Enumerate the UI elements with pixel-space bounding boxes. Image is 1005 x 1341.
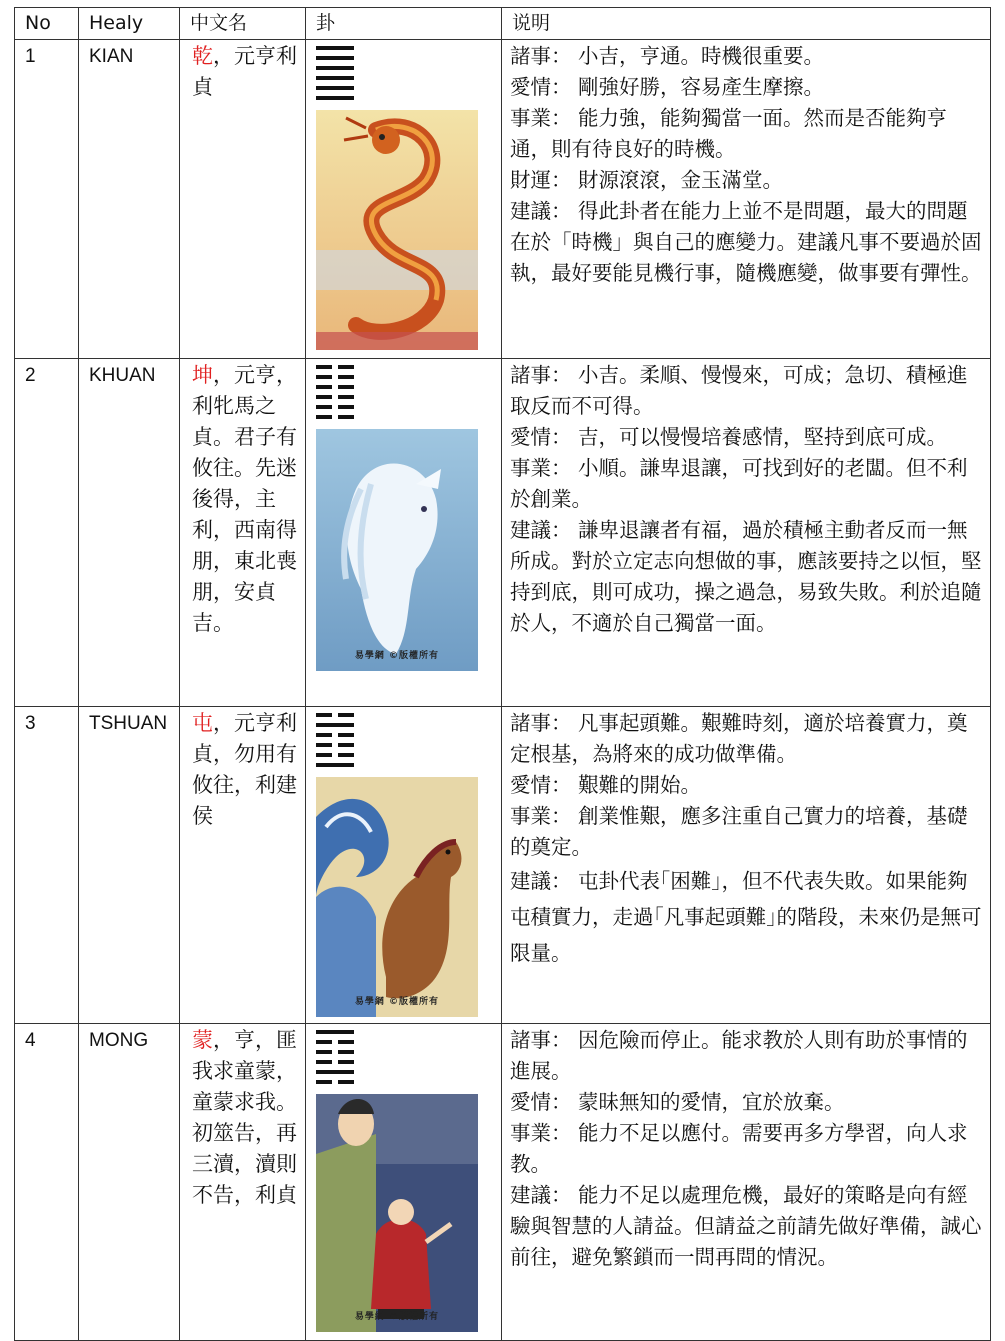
white-horse-card-image xyxy=(316,429,478,671)
description-line: 建議： 謙卑退讓者有福，過於積極主動者反而一無所成。對於立定志向想做的事，應該要持之以恒，堅持到底，則可成功，操之過急，易致失敗。利於追隨於人，不適於自己獨當一面。 xyxy=(510,518,982,635)
description-line: 愛情： 剛強好勝，容易產生摩擦。 xyxy=(510,75,825,99)
gua-cell xyxy=(306,1024,502,1341)
judgement-text: ，元亨，利牝馬之貞。君子有攸往。先迷後得，主利，西南得朋，東北喪朋，安貞吉。 xyxy=(192,363,297,635)
description-line: 事業： 能力強，能夠獨當一面。然而是否能夠亨通，則有待良好的時機。 xyxy=(510,106,948,161)
header-healy: Healy xyxy=(79,8,180,40)
yin-line xyxy=(316,375,354,379)
description-line: 建議： 屯卦代表｢困難｣，但不代表失敗。如果能夠屯積實力，走過｢凡事起頭難｣的階段，未來仍是無可限量。 xyxy=(510,869,982,965)
yin-line xyxy=(316,385,354,389)
dragon-card-image xyxy=(316,110,478,350)
description-line: 諸事： 小吉。柔順、慢慢來，可成；急切、積極進取反而不可得。 xyxy=(510,363,968,418)
header-no: No xyxy=(15,8,79,40)
table-row xyxy=(15,40,991,359)
judgement-text: ，亨，匪我求童蒙，童蒙求我。初筮告，再三瀆，瀆則不告，利貞 xyxy=(192,1028,297,1207)
gua-cell xyxy=(306,707,502,1024)
yin-line xyxy=(316,415,354,419)
yang-line xyxy=(316,86,354,90)
yin-line xyxy=(316,733,354,737)
judgement-text: ，元亨利貞 xyxy=(192,44,297,99)
copyright-caption: 易學網 ©版權所有 xyxy=(354,651,440,661)
gua-cell xyxy=(306,40,502,359)
yang-line xyxy=(316,1070,354,1074)
hexagram-character: 蒙 xyxy=(192,1028,213,1052)
yang-line xyxy=(316,763,354,767)
yin-line xyxy=(316,713,354,717)
healy-name: KIAN xyxy=(79,40,180,359)
table-row xyxy=(15,359,991,707)
hexagram-lines-icon xyxy=(316,713,354,767)
yin-line xyxy=(316,1050,354,1054)
header-chinese-name: 中文名 xyxy=(180,8,306,40)
description-line: 諸事： 小吉，亨通。時機很重要。 xyxy=(510,44,825,68)
chinese-name xyxy=(180,40,306,359)
description-line: 愛情： 艱難的開始。 xyxy=(510,773,702,797)
gua-cell xyxy=(306,359,502,707)
yin-line xyxy=(316,365,354,369)
description-line: 愛情： 吉，可以慢慢培養感情，堅持到底可成。 xyxy=(510,425,948,449)
row-number: 2 xyxy=(15,359,79,707)
header-gua: 卦 xyxy=(306,8,502,40)
description-line: 建議： 能力不足以處理危機，最好的策略是向有經驗與智慧的人請益。但請益之前請先做好準備，誠心前往，避免繁鎖而一問再問的情況。 xyxy=(510,1183,982,1269)
yin-line xyxy=(316,1060,354,1064)
healy-name: TSHUAN xyxy=(79,707,180,1024)
row-number: 1 xyxy=(15,40,79,359)
copyright-caption: 易學網 ©版權所有 xyxy=(354,997,440,1007)
hexagram-character: 乾 xyxy=(192,44,213,68)
hexagram-character: 屯 xyxy=(192,711,213,735)
row-number: 3 xyxy=(15,707,79,1024)
description-line: 建議： 得此卦者在能力上並不是問題，最大的問題在於「時機」與自己的應變力。建議凡事不要過於固執，最好要能見機行事，隨機應變，做事要有彈性。 xyxy=(510,199,982,285)
yang-line xyxy=(316,56,354,60)
hexagram-character: 坤 xyxy=(192,363,213,387)
hexagram-table xyxy=(14,7,991,1341)
yang-line xyxy=(316,96,354,100)
yang-line xyxy=(316,76,354,80)
description xyxy=(502,707,991,1024)
description xyxy=(502,1024,991,1341)
hexagram-lines-icon xyxy=(316,1030,354,1084)
yin-line xyxy=(316,405,354,409)
header-description: 说明 xyxy=(502,8,991,40)
description-line: 財運： 財源滾滾，金玉滿堂。 xyxy=(510,168,784,192)
description-line: 諸事： 因危險而停止。能求教於人則有助於事情的進展。 xyxy=(510,1028,968,1083)
header-row xyxy=(15,8,991,40)
healy-name: MONG xyxy=(79,1024,180,1341)
row-number: 4 xyxy=(15,1024,79,1341)
description-line: 事業： 能力不足以應付。需要再多方學習，向人求教。 xyxy=(510,1121,968,1176)
yin-line xyxy=(316,1080,354,1084)
table-row xyxy=(15,1024,991,1341)
yin-line xyxy=(316,395,354,399)
healy-name: KHUAN xyxy=(79,359,180,707)
chinese-name xyxy=(180,1024,306,1341)
description xyxy=(502,40,991,359)
yin-line xyxy=(316,753,354,757)
chinese-name xyxy=(180,707,306,1024)
chinese-name xyxy=(180,359,306,707)
yang-line xyxy=(316,723,354,727)
copyright-caption: 易學網 ©版權所有 xyxy=(354,1312,440,1322)
judgement-text: ，元亨利貞，勿用有攸往，利建侯 xyxy=(192,711,297,828)
table-row xyxy=(15,707,991,1024)
yin-line xyxy=(316,1040,354,1044)
description-line: 愛情： 蒙昧無知的愛情，宜於放棄。 xyxy=(510,1090,845,1114)
description-line: 事業： 創業惟艱，應多注重自己實力的培養，基礎的奠定。 xyxy=(510,804,968,859)
hexagram-lines-icon xyxy=(316,46,354,100)
yang-line xyxy=(316,46,354,50)
brown-horse-wave-card-image xyxy=(316,777,478,1017)
yang-line xyxy=(316,66,354,70)
teacher-child-card-image xyxy=(316,1094,478,1332)
description xyxy=(502,359,991,707)
description-line: 諸事： 凡事起頭難。艱難時刻，適於培養實力，奠定根基，為將來的成功做準備。 xyxy=(510,711,968,766)
description-line: 事業： 小順。謙卑退讓，可找到好的老闆。但不利於創業。 xyxy=(510,456,968,511)
hexagram-lines-icon xyxy=(316,365,354,419)
yin-line xyxy=(316,743,354,747)
yang-line xyxy=(316,1030,354,1034)
